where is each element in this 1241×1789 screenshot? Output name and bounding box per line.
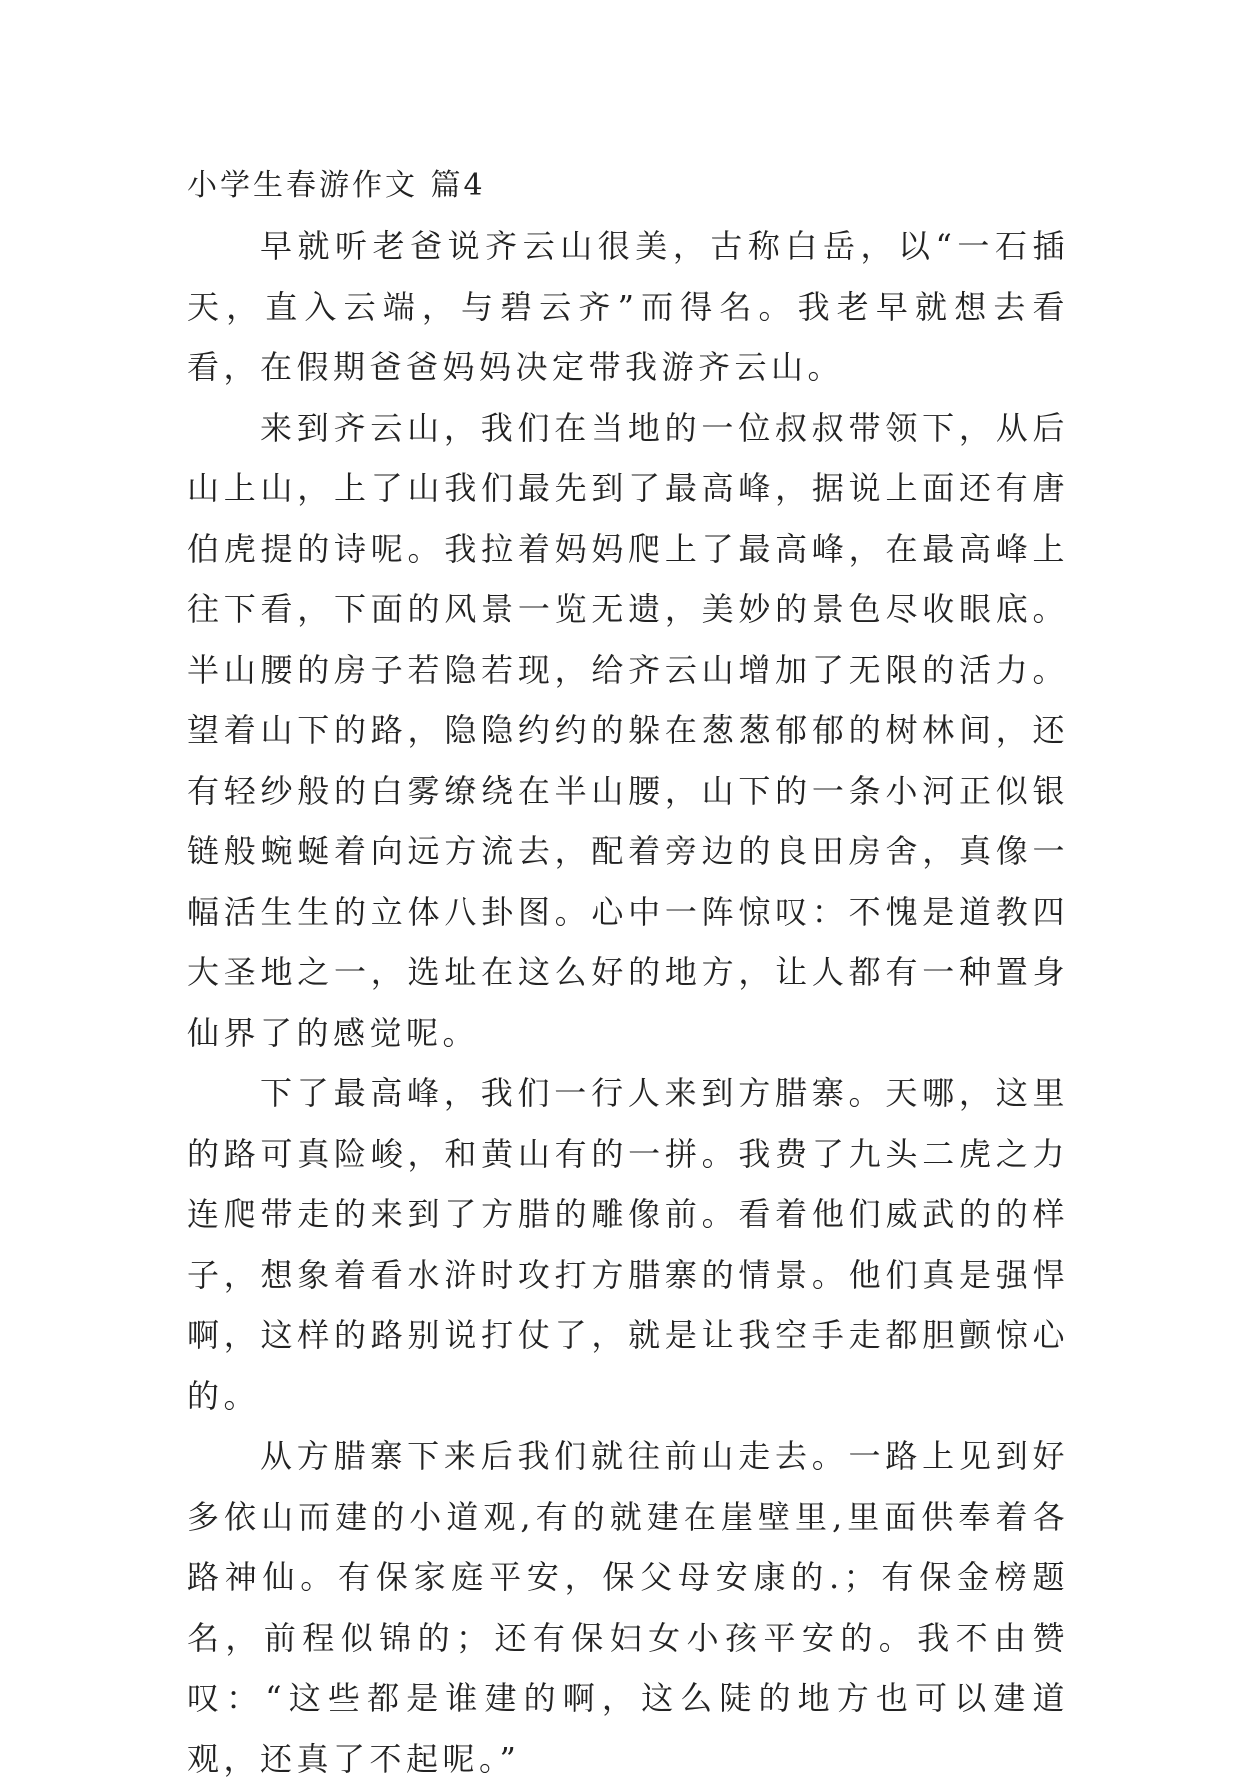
paragraph-1: 早就听老爸说齐云山很美，古称白岳，以“一石插天，直入云端，与碧云齐”而得名。我老早就想去看看，在假期爸爸妈妈决定带我游齐云山。 (187, 227, 1069, 386)
paragraph-4: 从方腊寨下来后我们就往前山走去。一路上见到好多依山而建的小道观,有的就建在崖壁里,里面供奉着各路神仙。有保家庭平安，保父母安康的.；有保金榜题名，前程似锦的；还有保妇女小孩平安的。我不由赞叹：“这些都是谁建的啊，这么陡的地方也可以建道观，还真了不起呢。” (187, 1437, 1069, 1778)
document-title: 小学生春游作文 篇4 (187, 168, 486, 203)
document-body (187, 216, 1069, 1789)
paragraph-2: 来到齐云山，我们在当地的一位叔叔带领下，从后山上山，上了山我们最先到了最高峰，据说上面还有唐伯虎提的诗呢。我拉着妈妈爬上了最高峰，在最高峰上往下看，下面的风景一览无遗，美妙的景色尽收眼底。半山腰的房子若隐若现，给齐云山增加了无限的活力。望着山下的路，隐隐约约的躲在葱葱郁郁的树林间，还有轻纱般的白雾缭绕在半山腰，山下的一条小河正似银链般蜿蜒着向远方流去，配着旁边的良田房舍，真像一幅活生生的立体八卦图。心中一阵惊叹：不愧是道教四大圣地之一，选址在这么好的地方，让人都有一种置身仙界了的感觉呢。 (187, 408, 1069, 1052)
paragraph-3: 下了最高峰，我们一行人来到方腊寨。天哪，这里的路可真险峻，和黄山有的一拼。我费了九头二虎之力连爬带走的来到了方腊的雕像前。看着他们威武的的样子，想象着看水浒时攻打方腊寨的情景。他们真是强悍啊，这样的路别说打仗了，就是让我空手走都胆颤惊心的。 (187, 1074, 1069, 1415)
